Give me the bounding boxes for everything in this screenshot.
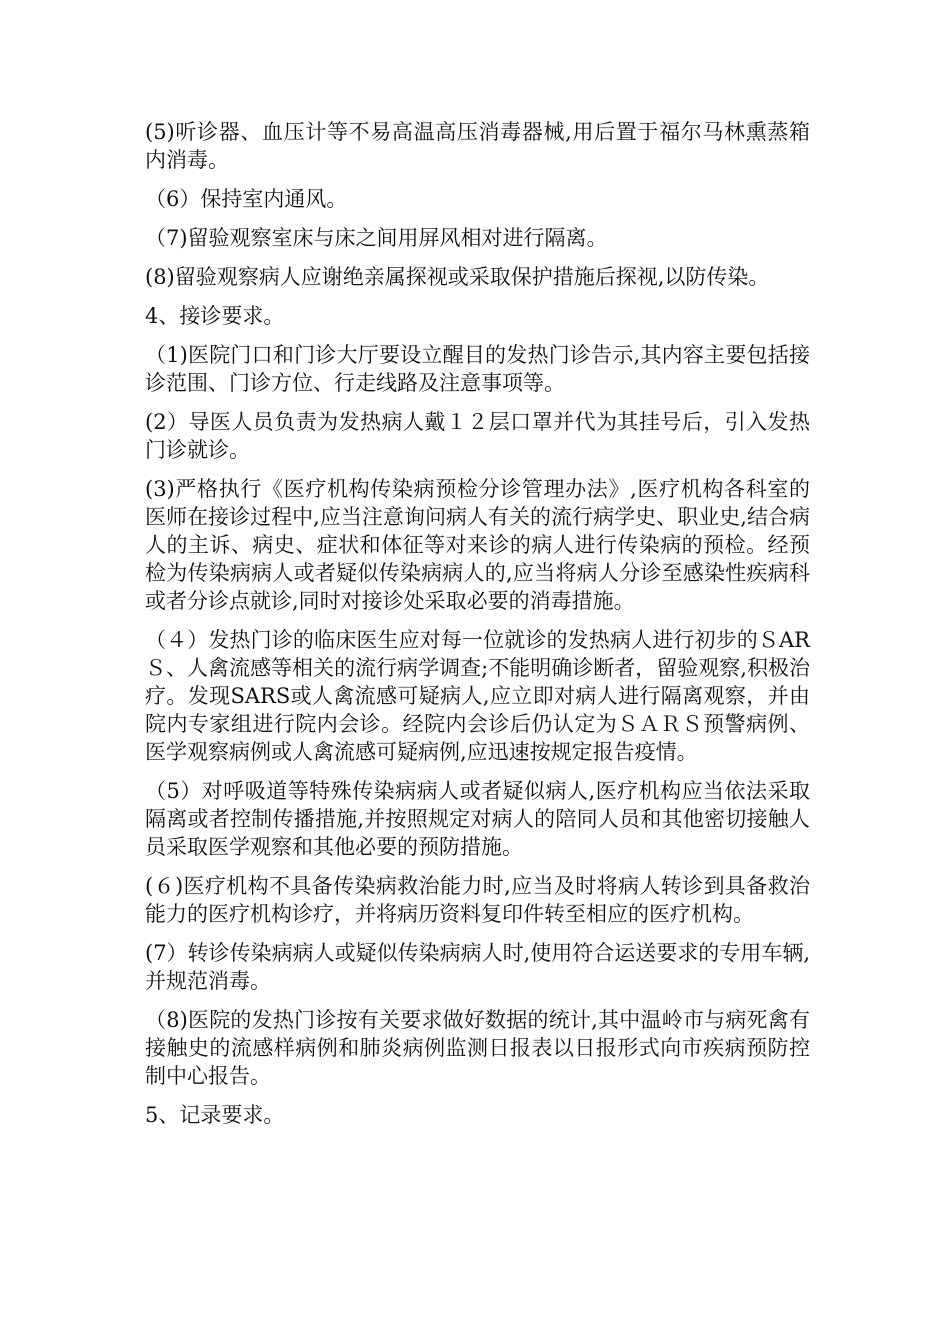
paragraph-reception-6: (６)医疗机构不具备传染病救治能力时,应当及时将病人转诊到具备救治能力的医疗机构诊疗，并将病历资料复印件转至相应的医疗机构。 <box>145 874 810 926</box>
paragraph-reception-4: （４）发热门诊的临床医生应对每一位就诊的发热病人进行初步的ＳARＳ、人禽流感等相关的流行病学调查;不能明确诊断者，留验观察,积极治疗。发现SARS或人禽流感可疑病人,应立即对病人进行隔离观察，并由院内专家组进行院内会诊。经院内会诊后仍认定为ＳＡＲＳ预警病例、医学观察病例或人禽流感可疑病例,应迅速按规定报告疫情。 <box>145 628 810 764</box>
paragraph-item-8-visiting: (8)留验观察病人应谢绝亲属探视或采取保护措施后探视,以防传染。 <box>145 265 770 289</box>
paragraph-reception-8: （8)医院的发热门诊按有关要求做好数据的统计,其中温岭市与病死禽有接触史的流感样病例和肺炎病例监测日报表以日报形式向市疾病预防控制中心报告。 <box>145 1008 810 1088</box>
paragraph-reception-1: （1)医院门口和门诊大厅要设立醒目的发热门诊告示,其内容主要包括接诊范围、门诊方位、行走线路及注意事项等。 <box>145 343 810 395</box>
paragraph-item-5-sterilization: (5)听诊器、血压计等不易高温高压消毒器械,用后置于福尔马林熏蒸箱内消毒。 <box>145 120 810 172</box>
paragraph-item-6-ventilation: （6）保持室内通风。 <box>145 187 348 211</box>
paragraph-item-7-screen-isolation: （7)留验观察室床与床之间用屏风相对进行隔离。 <box>145 226 608 250</box>
section-heading-reception: 4、接诊要求。 <box>145 304 285 328</box>
paragraph-reception-2: (2）导医人员负责为发热病人戴１２层口罩并代为其挂号后，引入发热门诊就诊。 <box>145 410 810 462</box>
document-body <box>145 118 810 1140</box>
paragraph-reception-7: (7）转诊传染病病人或疑似传染病病人时,使用符合运送要求的专用车辆,并规范消毒。 <box>145 941 810 993</box>
paragraph-reception-5: （5）对呼吸道等特殊传染病病人或者疑似病人,医疗机构应当依法采取隔离或者控制传播措施,并按照规定对病人的陪同人员和其他密切接触人员采取医学观察和其他必要的预防措施。 <box>145 779 810 859</box>
section-heading-records: 5、记录要求。 <box>145 1103 285 1127</box>
paragraph-reception-3: (3)严格执行《医疗机构传染病预检分诊管理办法》,医疗机构各科室的医师在接诊过程中,应当注意询问病人有关的流行病学史、职业史,结合病人的主诉、病史、症状和体征等对来诊的病人进行传染病的预检。经预检为传染病病人或者疑似传染病病人的,应当将病人分诊至感染性疾病科或者分诊点就诊,同时对接诊处采取必要的消毒措施。 <box>145 477 810 613</box>
